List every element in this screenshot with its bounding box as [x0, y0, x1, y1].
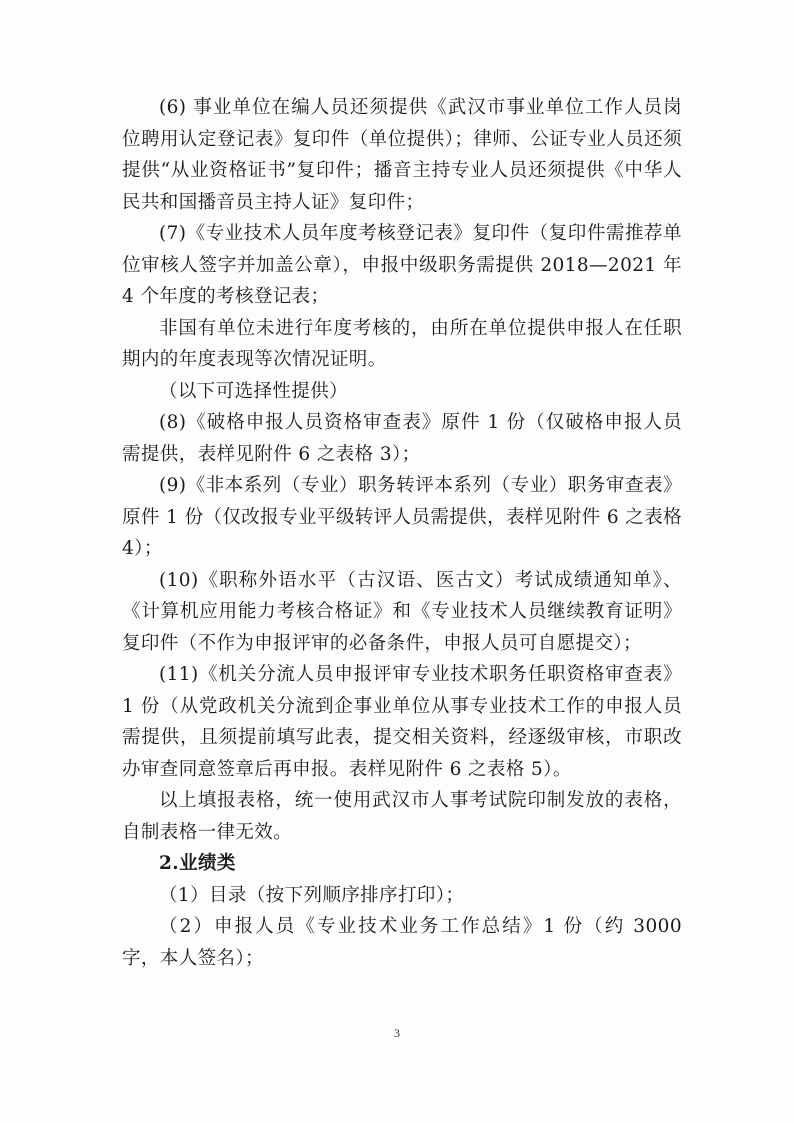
paragraph-forms-note: 以上填报表格，统一使用武汉市人事考试院印制发放的表格，自制表格一律无效。: [122, 790, 682, 843]
paragraph-item-6: (6) 事业单位在编人员还须提供《武汉市事业单位工作人员岗位聘用认定登记表》复印件（单位提供）；律师、公证专业人员还须提供“从业资格证书”复印件；播音主持专业人员还须提供《中华人民共和国播音员主持人证》复印件；: [122, 97, 682, 213]
paragraph-item-11: (11)《机关分流人员申报评审专业技术职务任职资格审查表》1 份（从党政机关分流到企事业单位从事专业技术工作的申报人员需提供，且须提前填写此表，提交相关资料，经逐级审核，市职改办审查同意签章后再申报。表样见附件 6 之表格 5）。: [122, 664, 682, 780]
page-number: 3: [394, 1026, 400, 1040]
paragraph-item-9: (9)《非本系列（专业）职务转评本系列（专业）职务审查表》原件 1 份（仅改报专业平级转评人员需提供，表样见附件 6 之表格 4）；: [122, 475, 682, 559]
section-heading-performance: 2.业绩类: [159, 853, 236, 874]
document-body: [122, 92, 682, 974]
paragraph-item-8: (8)《破格申报人员资格审查表》原件 1 份（仅破格申报人员需提供，表样见附件 6 之表格 3）；: [122, 412, 682, 465]
paragraph-perf-item-2: （2）申报人员《专业技术业务工作总结》1 份（约 3000 字，本人签名）；: [122, 916, 682, 969]
paragraph-non-state-units: 非国有单位未进行年度考核的，由所在单位提供申报人在任职期内的年度表现等次情况证明。: [122, 317, 682, 370]
paragraph-item-10: (10)《职称外语水平（古汉语、医古文）考试成绩通知单》、《计算机应用能力考核合格证》和《专业技术人员继续教育证明》复印件（不作为申报评审的必备条件，申报人员可自愿提交）；: [122, 569, 682, 654]
paragraph-perf-item-1: （1）目录（按下列顺序排序打印）；: [159, 884, 465, 906]
paragraph-optional-note: （以下可选择性提供）: [159, 380, 349, 402]
paragraph-item-7: (7)《专业技术人员年度考核登记表》复印件（复印件需推荐单位审核人签字并加盖公章），申报中级职务需提供 2018—2021 年 4 个年度的考核登记表；: [122, 223, 682, 307]
